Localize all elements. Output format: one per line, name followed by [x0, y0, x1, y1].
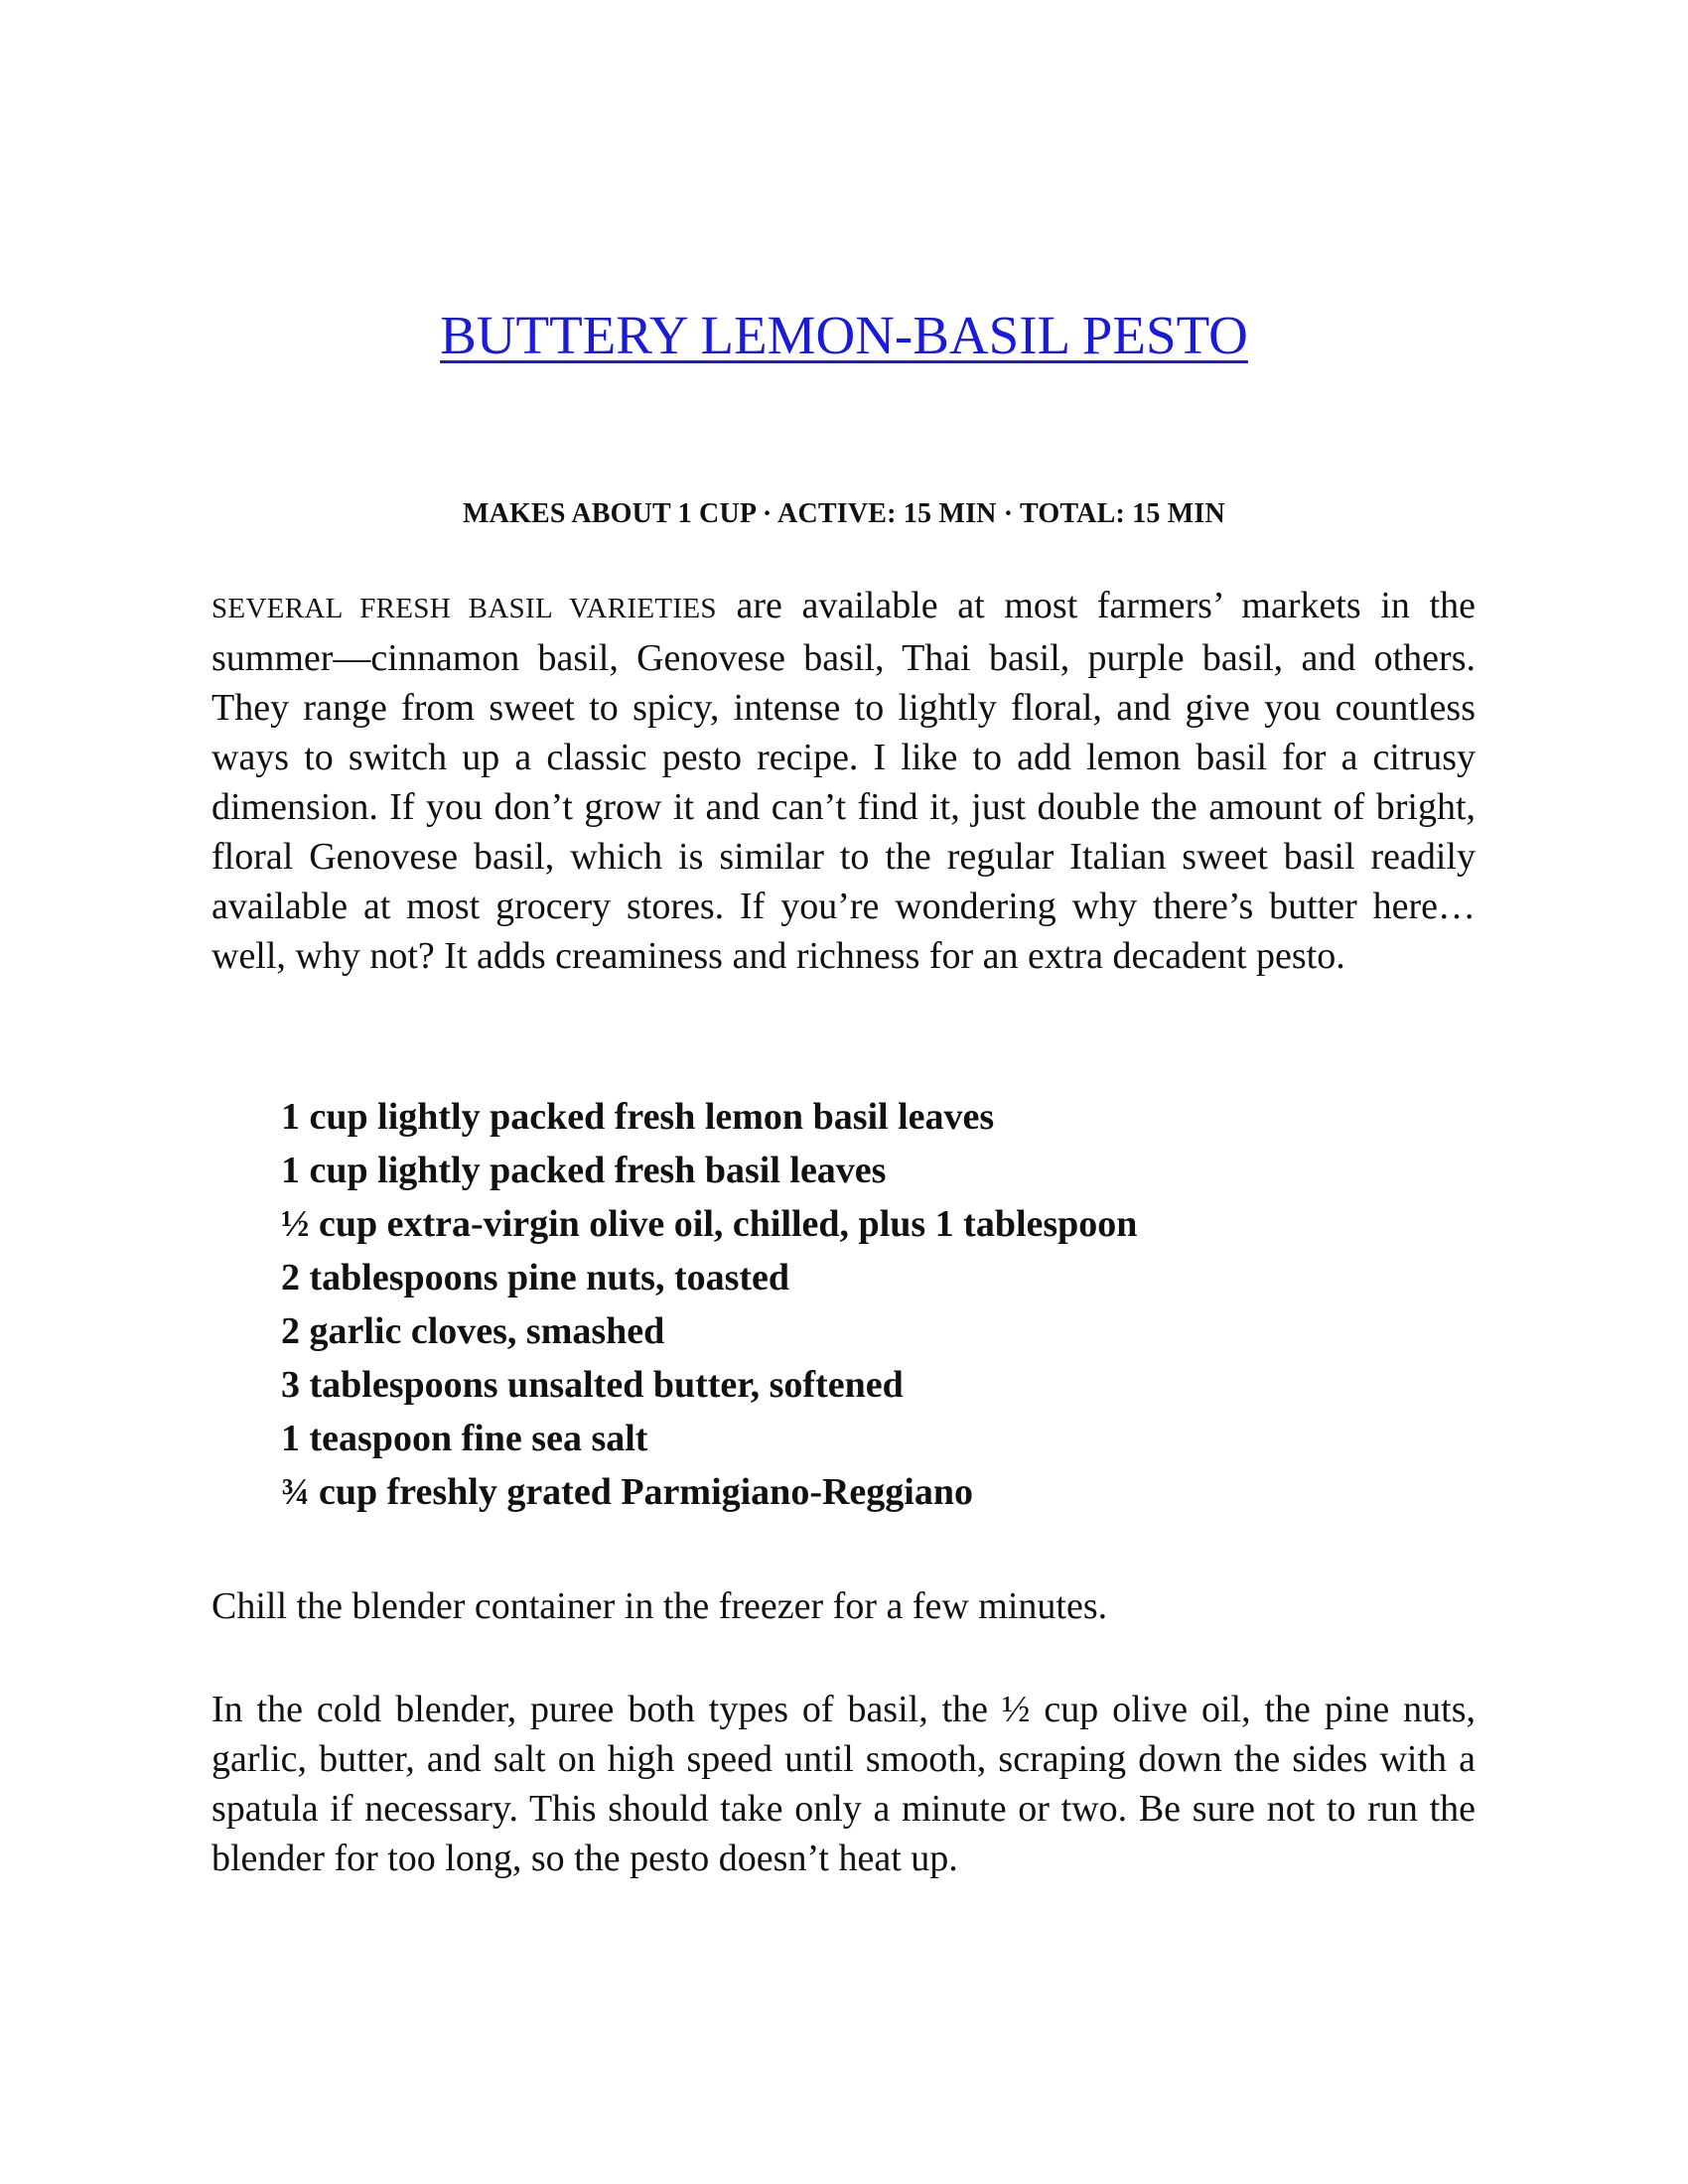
instruction-step-1: Chill the blender container in the freezer for a few minutes. — [211, 1585, 1108, 1627]
intro-body: are available at most farmers’ markets in the summer—cinnamon basil, Genovese basil, Thai basil, purple basil, and others. They range from sweet to spicy, intense to lightly floral, and give you countless ways to switch up a classic pesto recipe. I like to add lemon basil for a citrusy dimension. If you don’t grow it and can’t find it, just double the amount of bright, floral Genovese basil, which is similar to the regular Italian sweet basil readily available at most grocery stores. If you’re wondering why there’s butter here… well, why not? It adds creaminess and richness for an extra decadent pesto. — [211, 585, 1476, 977]
ingredient-item: 2 garlic cloves, smashed — [281, 1310, 665, 1352]
recipe-intro — [211, 581, 1476, 981]
recipe-title-link[interactable]: BUTTERY LEMON-BASIL PESTO — [440, 305, 1248, 365]
ingredient-list — [281, 1090, 1137, 1519]
ingredient-item: 1 teaspoon fine sea salt — [281, 1418, 648, 1459]
ingredient-item: ¾ cup freshly grated Parmigiano-Reggiano — [281, 1471, 973, 1513]
ingredient-item: 1 cup lightly packed fresh basil leaves — [281, 1150, 887, 1191]
instruction-step-2: In the cold blender, puree both types of basil, the ½ cup olive oil, the pine nuts, garlic, butter, and salt on high speed until smooth, scraping down the sides with a spatula if necessary. This should take only a minute or two. Be sure not to run the blender for too long, so the pesto doesn’t heat up. — [211, 1689, 1476, 1879]
intro-lead-caps: SEVERAL FRESH BASIL VARIETIES — [211, 593, 717, 624]
ingredient-item: ½ cup extra-virgin olive oil, chilled, plus 1 tablespoon — [281, 1203, 1138, 1245]
ingredient-item: 1 cup lightly packed fresh lemon basil leaves — [281, 1096, 995, 1138]
recipe-yield-time: MAKES ABOUT 1 CUP · ACTIVE: 15 MIN · TOTAL: 15 MIN — [463, 498, 1225, 529]
ingredient-item: 3 tablespoons unsalted butter, softened — [281, 1364, 904, 1406]
ingredient-item: 2 tablespoons pine nuts, toasted — [281, 1257, 790, 1298]
